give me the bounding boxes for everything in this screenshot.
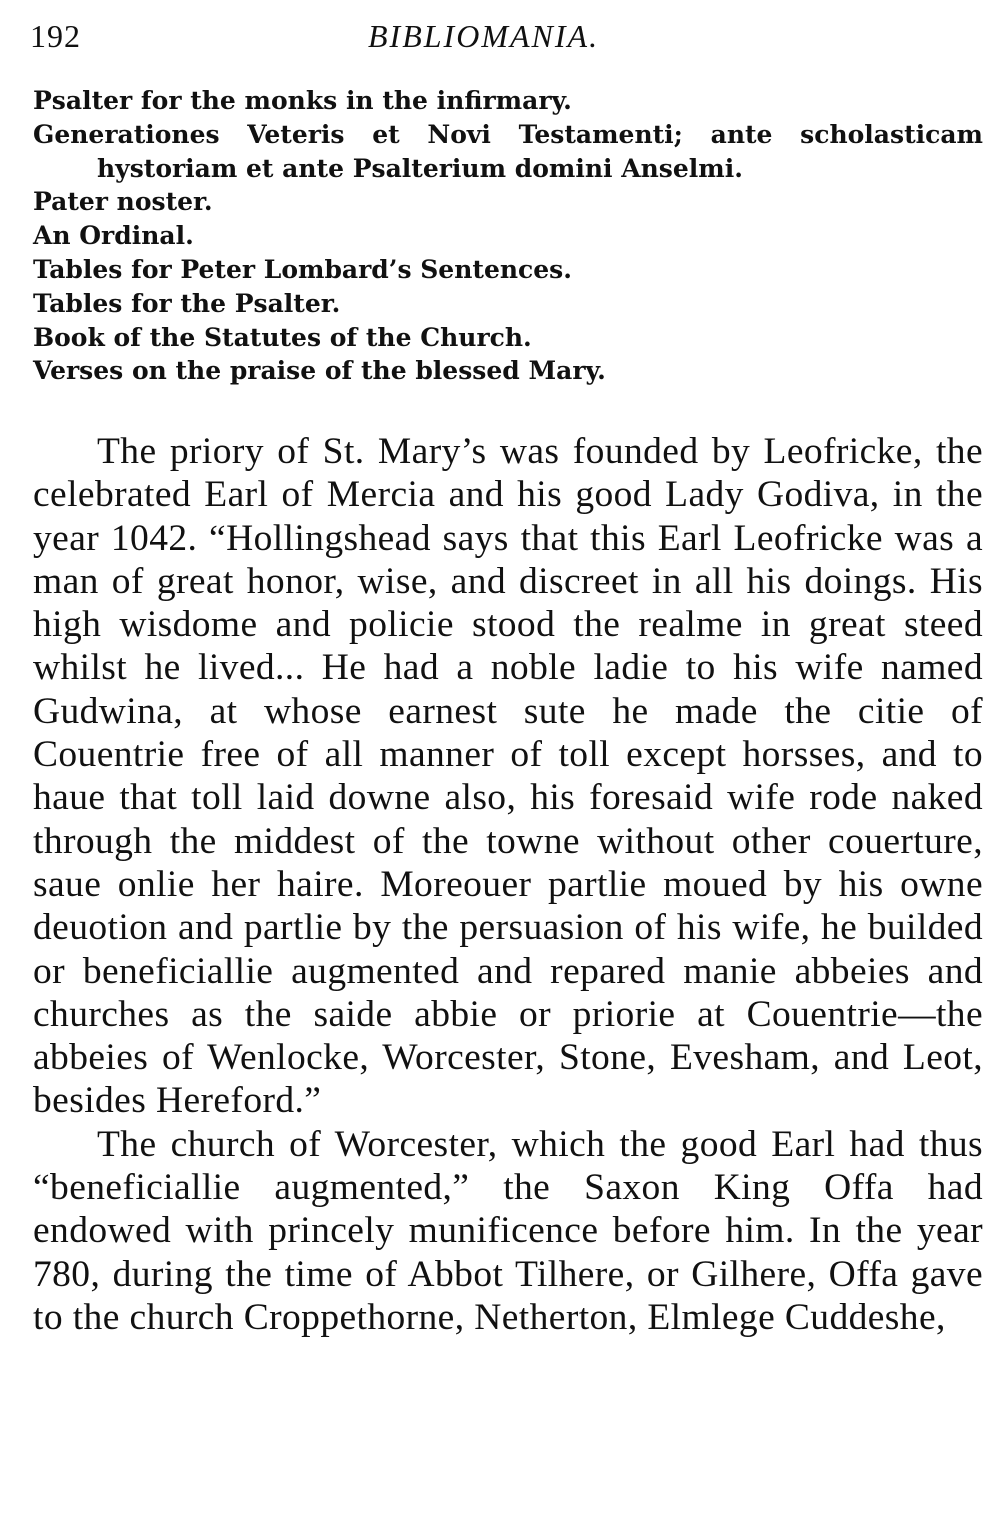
list-item: Pater noster. [33,187,213,217]
list-item: Tables for the Psalter. [33,288,341,318]
running-title: BIBLIOMANIA. [368,18,600,54]
list-item: Verses on the praise of the blessed Mary. [33,356,606,386]
body-text [33,430,983,1339]
book-list [33,84,983,388]
list-item: Generationes Veteris et Novi Testamenti; ante scholasticam hystoriam et ante Psalterium domini Anselmi. [33,119,983,183]
list-item: An Ordinal. [33,221,194,251]
page-number: 192 [30,18,81,54]
page-header [30,14,980,58]
list-item: Psalter for the monks in the infirmary. [33,86,572,115]
list-item: Tables for Peter Lombard’s Sentences. [33,254,572,284]
paragraph: The priory of St. Mary’s was founded by Leofricke, the celebrated Earl of Mercia and his good Lady Godiva, in the year 1042. “Hollingshead says that this Earl Leofricke was a man of great honor, wise, and discreet in all his doings. His high wisdome and policie stood the realme in great steed whilst he lived... He had a noble ladie to his wife named Gudwina, at whose earnest sute he made the citie of Couentrie free of all manner of toll except horsses, and to haue that toll laid downe also, his foresaid wife rode naked through the middest of the towne without other couerture, saue onlie her haire. Moreouer partlie moued by his owne deuotion and partlie by the persuasion of his wife, he builded or beneficiallie augmented and repared manie abbeies and churches as the saide abbie or priorie at Couentrie—the abbeies of Wenlocke, Worcester, Stone, Evesham, and Leot, besides Hereford.” [33,431,983,1122]
list-item: Book of the Statutes of the Church. [33,322,532,352]
paragraph: The church of Worcester, which the good Earl had thus “beneficiallie augmented,” the Saxon King Offa had endowed with princely munificence before him. In the year 780, during the time of Abbot Tilhere, or Gilhere, Offa gave to the church Croppethorne, Netherton, Elmlege Cuddeshe, [33,1123,983,1338]
